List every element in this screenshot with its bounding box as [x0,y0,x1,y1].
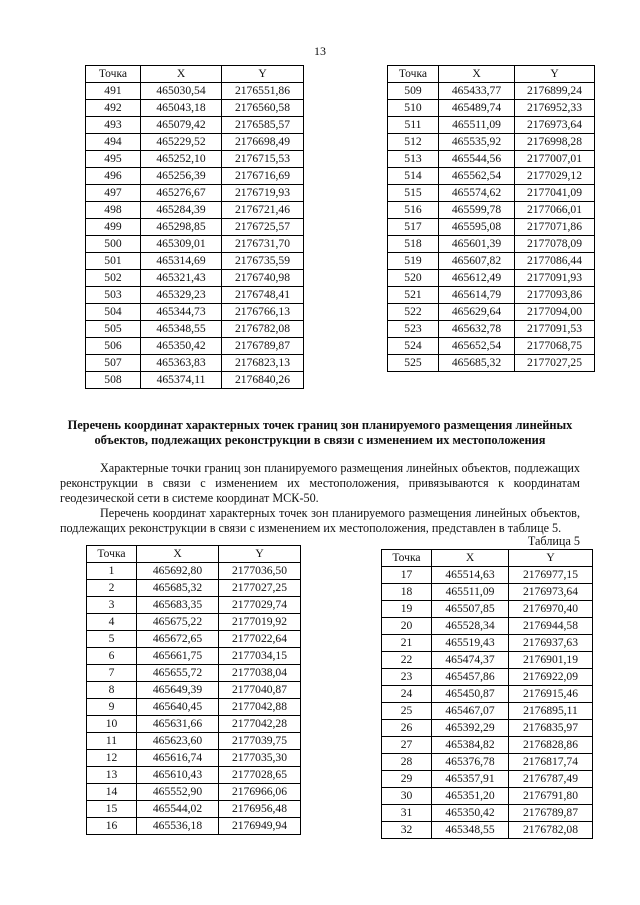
table-row [388,202,595,219]
x-cell: 465433,77 [439,83,515,100]
table-row [388,338,595,355]
point-cell: 517 [388,219,439,236]
table-row [87,580,301,597]
y-cell: 2176956,48 [219,801,301,818]
point-cell: 521 [388,287,439,304]
table-row [86,83,304,100]
x-cell: 465384,82 [432,737,509,754]
y-cell: 2177086,44 [515,253,595,270]
table-row [86,304,304,321]
point-cell: 6 [87,648,137,665]
table-row [382,822,593,839]
x-cell: 465276,67 [141,185,222,202]
table-row [86,168,304,185]
y-cell: 2176735,59 [222,253,304,270]
x-cell: 465507,85 [432,601,509,618]
y-cell: 2177040,87 [219,682,301,699]
x-cell: 465629,64 [439,304,515,321]
table-row [87,818,301,835]
x-cell: 465528,34 [432,618,509,635]
header-point: Точка [87,546,137,563]
point-cell: 14 [87,784,137,801]
table-header-row [86,66,304,83]
x-cell: 465623,60 [137,733,219,750]
table-row [86,270,304,287]
x-cell: 465309,01 [141,236,222,253]
table-row [388,270,595,287]
y-cell: 2176766,13 [222,304,304,321]
y-cell: 2176560,58 [222,100,304,117]
x-cell: 465344,73 [141,304,222,321]
point-cell: 19 [382,601,432,618]
table-row [87,733,301,750]
header-x: X [439,66,515,83]
point-cell: 518 [388,236,439,253]
table-row [86,134,304,151]
y-cell: 2176716,69 [222,168,304,185]
y-cell: 2177029,74 [219,597,301,614]
y-cell: 2177007,01 [515,151,595,168]
point-cell: 28 [382,754,432,771]
table-row [388,287,595,304]
x-cell: 465601,39 [439,236,515,253]
point-cell: 515 [388,185,439,202]
point-cell: 508 [86,372,141,389]
point-cell: 512 [388,134,439,151]
x-cell: 465661,75 [137,648,219,665]
table-row [382,635,593,652]
x-cell: 465474,37 [432,652,509,669]
y-cell: 2176970,40 [509,601,593,618]
table-row [86,219,304,236]
x-cell: 465329,23 [141,287,222,304]
y-cell: 2176787,49 [509,771,593,788]
paragraph-1: Характерные точки границ зон планируемого размещения линейных объектов, подлежащих реконструкции в связи с изменением их местоположения, привязываются к координатам геодезической сети в системе координат МСК-50. [60,461,580,505]
header-y: Y [222,66,304,83]
table-row [382,567,593,584]
table-row [87,563,301,580]
header-point: Точка [388,66,439,83]
y-cell: 2176949,94 [219,818,301,835]
header-y: Y [509,550,593,567]
table-row [87,614,301,631]
coordinates-table-top-left [85,65,304,389]
point-cell: 496 [86,168,141,185]
table-row [86,202,304,219]
table-row [388,304,595,321]
table-row [388,151,595,168]
table-row [86,253,304,270]
y-cell: 2176817,74 [509,754,593,771]
x-cell: 465675,22 [137,614,219,631]
point-cell: 524 [388,338,439,355]
table-row [388,253,595,270]
y-cell: 2176823,13 [222,355,304,372]
x-cell: 465350,42 [141,338,222,355]
x-cell: 465348,55 [432,822,509,839]
y-cell: 2177022,64 [219,631,301,648]
point-cell: 26 [382,720,432,737]
y-cell: 2176789,87 [509,805,593,822]
table-row [388,236,595,253]
point-cell: 494 [86,134,141,151]
x-cell: 465607,82 [439,253,515,270]
y-cell: 2176899,24 [515,83,595,100]
table-row [86,117,304,134]
y-cell: 2176791,80 [509,788,593,805]
point-cell: 30 [382,788,432,805]
y-cell: 2177038,04 [219,665,301,682]
point-cell: 523 [388,321,439,338]
coordinates-table-5-right [381,549,593,839]
table-row [382,669,593,686]
page-number: 13 [314,44,326,58]
header-x: X [137,546,219,563]
table-row [86,355,304,372]
header-x: X [432,550,509,567]
point-cell: 522 [388,304,439,321]
table-header-row [87,546,301,563]
header-x: X [141,66,222,83]
y-cell: 2177028,65 [219,767,301,784]
point-cell: 495 [86,151,141,168]
point-cell: 519 [388,253,439,270]
y-cell: 2177035,30 [219,750,301,767]
y-cell: 2177071,86 [515,219,595,236]
point-cell: 21 [382,635,432,652]
x-cell: 465284,39 [141,202,222,219]
x-cell: 465631,66 [137,716,219,733]
point-cell: 501 [86,253,141,270]
y-cell: 2177039,75 [219,733,301,750]
point-cell: 511 [388,117,439,134]
y-cell: 2176840,26 [222,372,304,389]
table-5-label: Таблица 5 [527,534,580,548]
point-cell: 7 [87,665,137,682]
table-row [87,699,301,716]
point-cell: 514 [388,168,439,185]
table-row [382,601,593,618]
point-cell: 27 [382,737,432,754]
point-cell: 525 [388,355,439,372]
header-point: Точка [86,66,141,83]
header-point: Точка [382,550,432,567]
y-cell: 2177042,88 [219,699,301,716]
paragraph-2: Перечень координат характерных точек зон планируемого размещения линейных объектов, подлежащих реконструкции в связи с изменением их местоположения, представлен в таблице 5. [60,506,580,535]
y-cell: 2176740,98 [222,270,304,287]
table-header-row [388,66,595,83]
y-cell: 2176937,63 [509,635,593,652]
x-cell: 465467,07 [432,703,509,720]
y-cell: 2176828,86 [509,737,593,754]
y-cell: 2176721,46 [222,202,304,219]
x-cell: 465544,56 [439,151,515,168]
x-cell: 465672,65 [137,631,219,648]
y-cell: 2177034,15 [219,648,301,665]
y-cell: 2176952,33 [515,100,595,117]
y-cell: 2176731,70 [222,236,304,253]
x-cell: 465649,39 [137,682,219,699]
point-cell: 2 [87,580,137,597]
y-cell: 2177027,25 [219,580,301,597]
y-cell: 2177078,09 [515,236,595,253]
point-cell: 506 [86,338,141,355]
x-cell: 465511,09 [439,117,515,134]
y-cell: 2176973,64 [515,117,595,134]
table-row [388,83,595,100]
table-row [382,686,593,703]
x-cell: 465392,29 [432,720,509,737]
point-cell: 15 [87,801,137,818]
y-cell: 2177094,00 [515,304,595,321]
point-cell: 25 [382,703,432,720]
table-row [382,771,593,788]
y-cell: 2176835,97 [509,720,593,737]
table-row [86,100,304,117]
table-row [86,372,304,389]
point-cell: 5 [87,631,137,648]
table-row [382,805,593,822]
table-row [86,338,304,355]
table-row [87,631,301,648]
point-cell: 4 [87,614,137,631]
table-row [388,355,595,372]
point-cell: 22 [382,652,432,669]
y-cell: 2177068,75 [515,338,595,355]
x-cell: 465599,78 [439,202,515,219]
x-cell: 465351,20 [432,788,509,805]
point-cell: 507 [86,355,141,372]
x-cell: 465614,79 [439,287,515,304]
point-cell: 505 [86,321,141,338]
point-cell: 13 [87,767,137,784]
x-cell: 465616,74 [137,750,219,767]
y-cell: 2176944,58 [509,618,593,635]
x-cell: 465640,45 [137,699,219,716]
point-cell: 1 [87,563,137,580]
y-cell: 2176782,08 [509,822,593,839]
table-row [382,788,593,805]
header-y: Y [219,546,301,563]
table-row [382,652,593,669]
table-row [87,801,301,818]
x-cell: 465030,54 [141,83,222,100]
point-cell: 32 [382,822,432,839]
x-cell: 465610,43 [137,767,219,784]
x-cell: 465692,80 [137,563,219,580]
table-row [382,618,593,635]
table-row [388,134,595,151]
y-cell: 2177029,12 [515,168,595,185]
table-row [86,287,304,304]
point-cell: 503 [86,287,141,304]
y-cell: 2176966,06 [219,784,301,801]
x-cell: 465450,87 [432,686,509,703]
point-cell: 23 [382,669,432,686]
y-cell: 2176715,53 [222,151,304,168]
table-row [388,185,595,202]
table-row [382,720,593,737]
coordinates-table-5-left [86,545,301,835]
point-cell: 18 [382,584,432,601]
table-row [86,321,304,338]
table-row [382,754,593,771]
table-row [382,737,593,754]
y-cell: 2176719,93 [222,185,304,202]
point-cell: 31 [382,805,432,822]
point-cell: 3 [87,597,137,614]
table-row [87,597,301,614]
point-cell: 500 [86,236,141,253]
x-cell: 465079,42 [141,117,222,134]
point-cell: 493 [86,117,141,134]
y-cell: 2177036,50 [219,563,301,580]
x-cell: 465519,43 [432,635,509,652]
y-cell: 2176585,57 [222,117,304,134]
x-cell: 465350,42 [432,805,509,822]
y-cell: 2177091,93 [515,270,595,287]
table-row [87,716,301,733]
table-row [87,648,301,665]
x-cell: 465685,32 [137,580,219,597]
point-cell: 509 [388,83,439,100]
y-cell: 2177091,53 [515,321,595,338]
x-cell: 465457,86 [432,669,509,686]
y-cell: 2176922,09 [509,669,593,686]
table-row [86,185,304,202]
y-cell: 2177066,01 [515,202,595,219]
y-cell: 2177027,25 [515,355,595,372]
coordinates-table-top-right [387,65,595,372]
y-cell: 2176895,11 [509,703,593,720]
point-cell: 17 [382,567,432,584]
table-row [382,584,593,601]
table-row [87,682,301,699]
point-cell: 24 [382,686,432,703]
point-cell: 8 [87,682,137,699]
point-cell: 9 [87,699,137,716]
point-cell: 504 [86,304,141,321]
point-cell: 498 [86,202,141,219]
table-row [388,100,595,117]
x-cell: 465514,63 [432,567,509,584]
x-cell: 465683,35 [137,597,219,614]
table-header-row [382,550,593,567]
table-row [86,236,304,253]
point-cell: 491 [86,83,141,100]
point-cell: 497 [86,185,141,202]
point-cell: 516 [388,202,439,219]
point-cell: 510 [388,100,439,117]
point-cell: 11 [87,733,137,750]
x-cell: 465229,52 [141,134,222,151]
point-cell: 513 [388,151,439,168]
point-cell: 502 [86,270,141,287]
point-cell: 499 [86,219,141,236]
point-cell: 10 [87,716,137,733]
y-cell: 2177041,09 [515,185,595,202]
y-cell: 2176551,86 [222,83,304,100]
section-heading: Перечень координат характерных точек границ зон планируемого размещения линейных объектов, подлежащих реконструкции в связи с изменением их местоположения [67,418,573,447]
point-cell: 520 [388,270,439,287]
table-row [87,784,301,801]
y-cell: 2176901,19 [509,652,593,669]
x-cell: 465632,78 [439,321,515,338]
point-cell: 16 [87,818,137,835]
y-cell: 2176725,57 [222,219,304,236]
x-cell: 465655,72 [137,665,219,682]
x-cell: 465552,90 [137,784,219,801]
x-cell: 465612,49 [439,270,515,287]
y-cell: 2176998,28 [515,134,595,151]
table-row [87,665,301,682]
x-cell: 465357,91 [432,771,509,788]
point-cell: 492 [86,100,141,117]
x-cell: 465535,92 [439,134,515,151]
y-cell: 2176789,87 [222,338,304,355]
x-cell: 465376,78 [432,754,509,771]
x-cell: 465314,69 [141,253,222,270]
x-cell: 465321,43 [141,270,222,287]
table-row [87,767,301,784]
y-cell: 2176973,64 [509,584,593,601]
x-cell: 465574,62 [439,185,515,202]
table-row [388,168,595,185]
point-cell: 20 [382,618,432,635]
y-cell: 2176977,15 [509,567,593,584]
header-y: Y [515,66,595,83]
x-cell: 465252,10 [141,151,222,168]
point-cell: 12 [87,750,137,767]
y-cell: 2176698,49 [222,134,304,151]
table-row [87,750,301,767]
table-row [388,321,595,338]
table-row [382,703,593,720]
x-cell: 465511,09 [432,584,509,601]
x-cell: 465043,18 [141,100,222,117]
x-cell: 465652,54 [439,338,515,355]
y-cell: 2176782,08 [222,321,304,338]
x-cell: 465536,18 [137,818,219,835]
y-cell: 2177042,28 [219,716,301,733]
x-cell: 465298,85 [141,219,222,236]
y-cell: 2176915,46 [509,686,593,703]
table-row [86,151,304,168]
x-cell: 465562,54 [439,168,515,185]
x-cell: 465489,74 [439,100,515,117]
table-row [388,117,595,134]
y-cell: 2177019,92 [219,614,301,631]
x-cell: 465595,08 [439,219,515,236]
x-cell: 465544,02 [137,801,219,818]
x-cell: 465374,11 [141,372,222,389]
y-cell: 2176748,41 [222,287,304,304]
x-cell: 465685,32 [439,355,515,372]
x-cell: 465363,83 [141,355,222,372]
x-cell: 465348,55 [141,321,222,338]
y-cell: 2177093,86 [515,287,595,304]
x-cell: 465256,39 [141,168,222,185]
point-cell: 29 [382,771,432,788]
table-row [388,219,595,236]
